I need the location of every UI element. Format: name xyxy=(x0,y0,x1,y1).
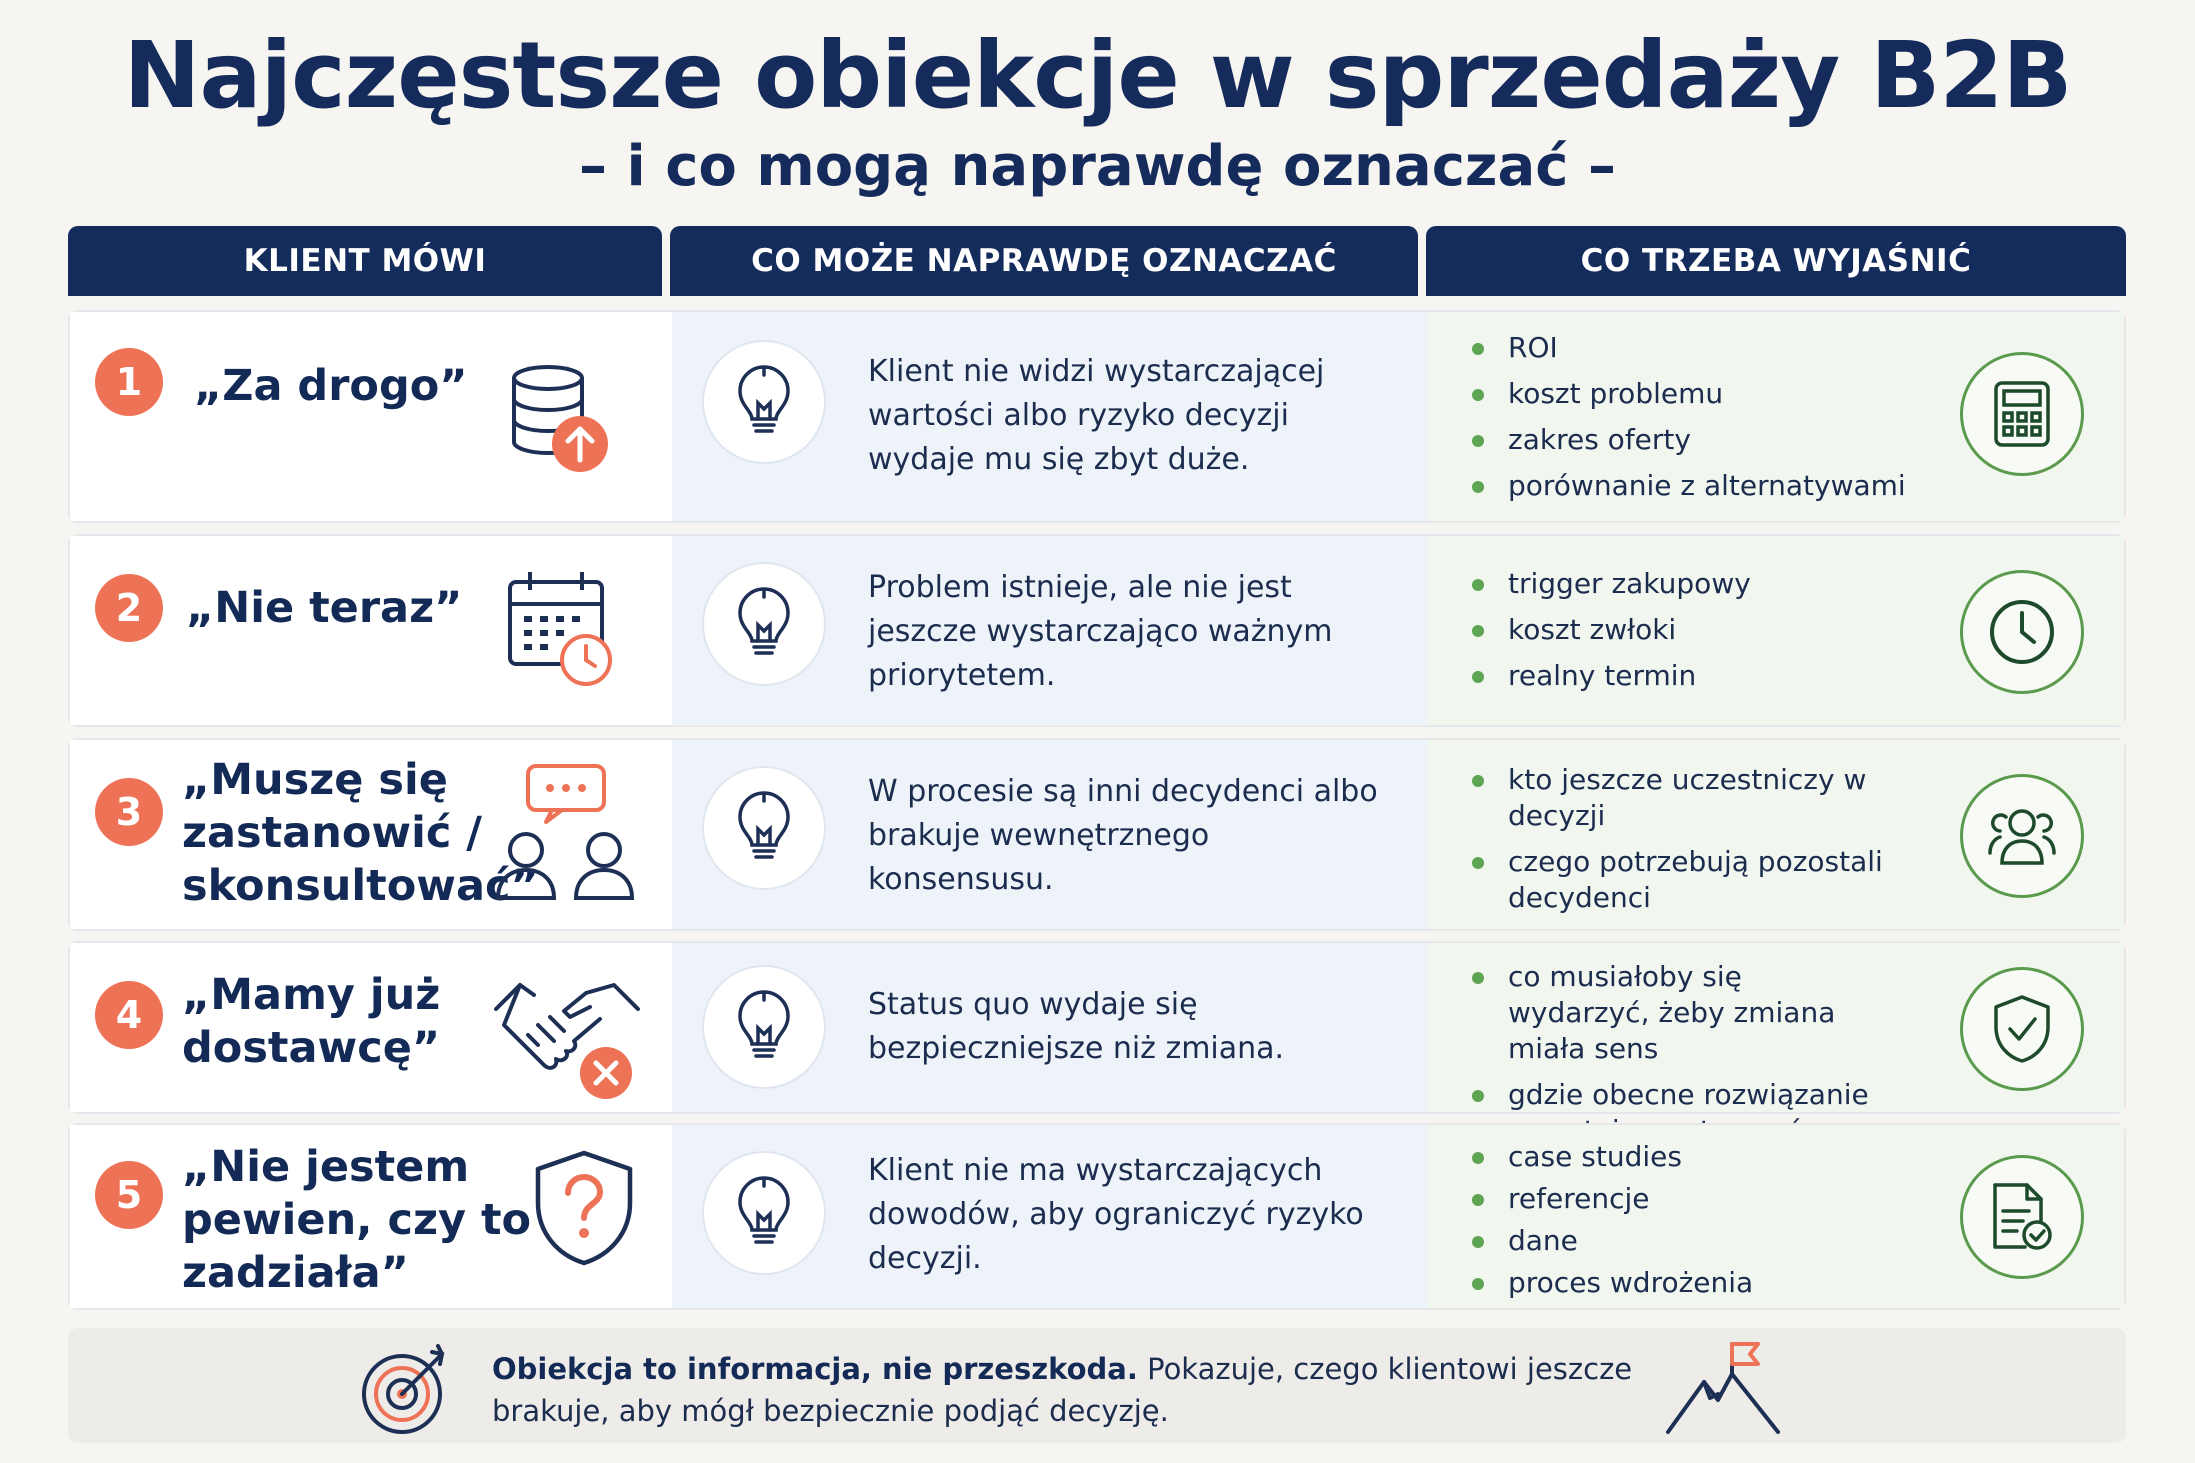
objection-row-2 xyxy=(68,534,2126,727)
group-icon xyxy=(1960,774,2084,898)
column-header-client-says: KLIENT MÓWI xyxy=(68,226,662,296)
lightbulb-icon xyxy=(702,965,826,1089)
row-number: 3 xyxy=(95,778,163,846)
client-says-cell xyxy=(70,312,672,521)
real-meaning-cell xyxy=(672,536,1428,725)
footer-text xyxy=(492,1348,1742,1432)
coins-arrow-up-icon xyxy=(510,364,610,474)
real-meaning-cell xyxy=(672,943,1428,1112)
mountain-flag-icon xyxy=(1664,1338,1784,1438)
explain-list xyxy=(1468,1139,1988,1307)
objection-row-3 xyxy=(68,738,2126,931)
page-title: Najczęstsze obiekcje w sprzedaży B2B xyxy=(123,22,2072,129)
list-item: co musiałoby się wydarzyć, żeby zmiana miała sens xyxy=(1468,959,1888,1067)
column-header-to-explain: CO TRZEBA WYJAŚNIĆ xyxy=(1426,226,2126,296)
explain-list xyxy=(1468,762,1888,926)
calendar-clock-icon xyxy=(506,568,616,688)
list-item: koszt problemu xyxy=(1468,376,1988,412)
objection-quote: „Za drogo” xyxy=(194,361,468,411)
to-explain-cell xyxy=(1428,1125,2124,1308)
lightbulb-icon xyxy=(702,766,826,890)
footer-banner xyxy=(68,1328,2126,1443)
shield-question-icon xyxy=(532,1149,636,1269)
explain-list xyxy=(1468,330,1988,514)
lightbulb-icon xyxy=(702,1151,826,1275)
shield-check-icon xyxy=(1960,967,2084,1091)
calculator-icon xyxy=(1960,352,2084,476)
explain-list xyxy=(1468,566,1988,704)
meaning-text: Klient nie ma wystarczających dowodów, aby ograniczyć ryzyko decyzji. xyxy=(868,1153,1364,1276)
list-item: czego potrzebują pozostali decydenci xyxy=(1468,844,1888,916)
list-item: proces wdrożenia xyxy=(1468,1265,1988,1301)
list-item: referencje xyxy=(1468,1181,1988,1217)
meaning-text: Problem istnieje, ale nie jest jeszcze wystarczająco ważnym priorytetem. xyxy=(868,570,1333,693)
page-subtitle: – i co mogą naprawdę oznaczać – xyxy=(579,134,1616,199)
handshake-x-icon xyxy=(492,973,642,1103)
target-icon xyxy=(358,1342,454,1438)
footer-regular-text: Pokazuje, czego klientowi jeszcze brakuje, aby mógł bezpiecznie podjąć decyzję. xyxy=(492,1352,1633,1428)
footer-bold-text: Obiekcja to informacja, nie przeszkoda. xyxy=(492,1352,1138,1386)
row-number: 1 xyxy=(95,348,163,416)
meaning-text: Status quo wydaje się bezpieczniejsze niż zmiana. xyxy=(868,987,1285,1066)
objection-quote: „Nie jestem pewien, czy to zadziała” xyxy=(182,1142,532,1298)
objection-row-5 xyxy=(68,1123,2126,1310)
list-item: koszt zwłoki xyxy=(1468,612,1988,648)
row-number: 4 xyxy=(95,981,163,1049)
to-explain-cell xyxy=(1428,312,2124,521)
objection-quote: „Mamy już dostawcę” xyxy=(182,970,441,1073)
column-header-real-meaning: CO MOŻE NAPRAWDĘ OZNACZAĆ xyxy=(670,226,1418,296)
lightbulb-icon xyxy=(702,340,826,464)
list-item: realny termin xyxy=(1468,658,1988,694)
document-check-icon xyxy=(1960,1155,2084,1279)
client-says-cell xyxy=(70,1125,672,1308)
list-item: gdzie obecne rozwiązanie xyxy=(1468,1077,1888,1149)
lightbulb-icon xyxy=(702,562,826,686)
row-number: 5 xyxy=(95,1161,163,1229)
objection-row-1 xyxy=(68,310,2126,523)
real-meaning-cell xyxy=(672,740,1428,929)
objection-quote: „Muszę się zastanowić / skonsultować” xyxy=(182,755,539,911)
to-explain-cell xyxy=(1428,943,2124,1112)
to-explain-cell xyxy=(1428,740,2124,929)
objection-quote: „Nie teraz” xyxy=(186,583,463,633)
real-meaning-cell xyxy=(672,312,1428,521)
people-chat-icon xyxy=(492,760,642,910)
meaning-text: Klient nie widzi wystarczającej wartości albo ryzyko decyzji wydaje mu się zbyt duże. xyxy=(868,354,1325,477)
meaning-text: W procesie są inni decydenci albo brakuje wewnętrznego konsensusu. xyxy=(868,774,1378,897)
list-item: zakres oferty xyxy=(1468,422,1988,458)
list-item: porównanie z alternatywami xyxy=(1468,468,1988,504)
to-explain-cell xyxy=(1428,536,2124,725)
client-says-cell xyxy=(70,536,672,725)
list-item: case studies xyxy=(1468,1139,1988,1175)
real-meaning-cell xyxy=(672,1125,1428,1308)
client-says-cell xyxy=(70,740,672,929)
list-item: ROI xyxy=(1468,330,1988,366)
list-item: trigger zakupowy xyxy=(1468,566,1988,602)
list-item: kto jeszcze uczestniczy w decyzji xyxy=(1468,762,1888,834)
list-item: dane xyxy=(1468,1223,1988,1259)
row-number: 2 xyxy=(95,574,163,642)
client-says-cell xyxy=(70,943,672,1112)
clock-icon xyxy=(1960,570,2084,694)
objection-row-4 xyxy=(68,941,2126,1114)
